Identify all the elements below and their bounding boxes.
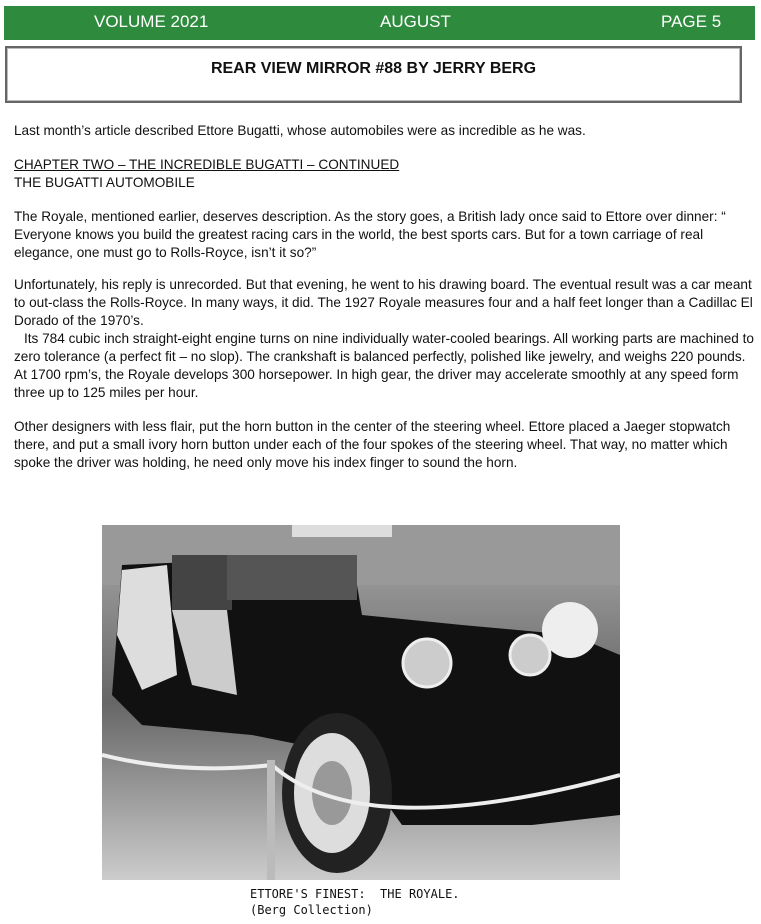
volume-label: VOLUME 2021 [94, 12, 209, 31]
royale-car-illustration [102, 525, 620, 880]
caption-credit: (Berg Collection) [250, 903, 373, 917]
header-banner [4, 6, 755, 40]
paragraph: Its 784 cubic inch straight-eight engine turns on nine individually water-cooled bearings. All working parts are machined to zero tolerance (a perfect fit – no slop). The crankshaft is balanced perfectly, polished like jewelry, and weighs 220 pounds. At 1700 rpm’s, the Royale develops 300 horsepower. In high gear, the driver may accelerate smoothly at any speed form three up to 125 miles per hour. [14, 331, 754, 400]
paragraph: Other designers with less flair, put the horn button in the center of the steering wheel. Ettore placed a Jaeger stopwatch there, and put a small ivory horn button under each of the four spokes of the steering wheel. That way, no matter which spoke the driver was holding, he need only move his index finger to sound the horn. [14, 419, 731, 470]
caption-title: ETTORE'S FINEST: THE ROYALE. [250, 887, 460, 901]
month-label: AUGUST [380, 12, 451, 31]
car-photo [102, 525, 620, 880]
article-title: REAR VIEW MIRROR #88 BY JERRY BERG [210, 60, 537, 77]
chapter-heading: CHAPTER TWO – THE INCREDIBLE BUGATTI – CONTINUED [14, 157, 400, 172]
page-number: PAGE 5 [661, 12, 722, 31]
article-title-box [5, 46, 742, 103]
intro-paragraph: Last month’s article described Ettore Bugatti, whose automobiles were as incredible as he was. [14, 123, 586, 138]
paragraph: The Royale, mentioned earlier, deserves description. As the story goes, a British lady once said to Ettore over dinner: “ Everyone knows you build the greatest racing cars in the world, the best sports cars. But for a town carriage of real elegance, one must go to Rolls-Royce, isn’t it so?” [14, 209, 726, 260]
paragraph: Unfortunately, his reply is unrecorded. But that evening, he went to his drawing board. The eventual result was a car meant to out-class the Rolls-Royce. In many ways, it did. The 1927 Royale measures four and a half feet longer than a Cadillac El Dorado of the 1970’s. [14, 277, 753, 328]
section-heading: THE BUGATTI AUTOMOBILE [14, 175, 195, 190]
photo-caption [250, 886, 460, 918]
